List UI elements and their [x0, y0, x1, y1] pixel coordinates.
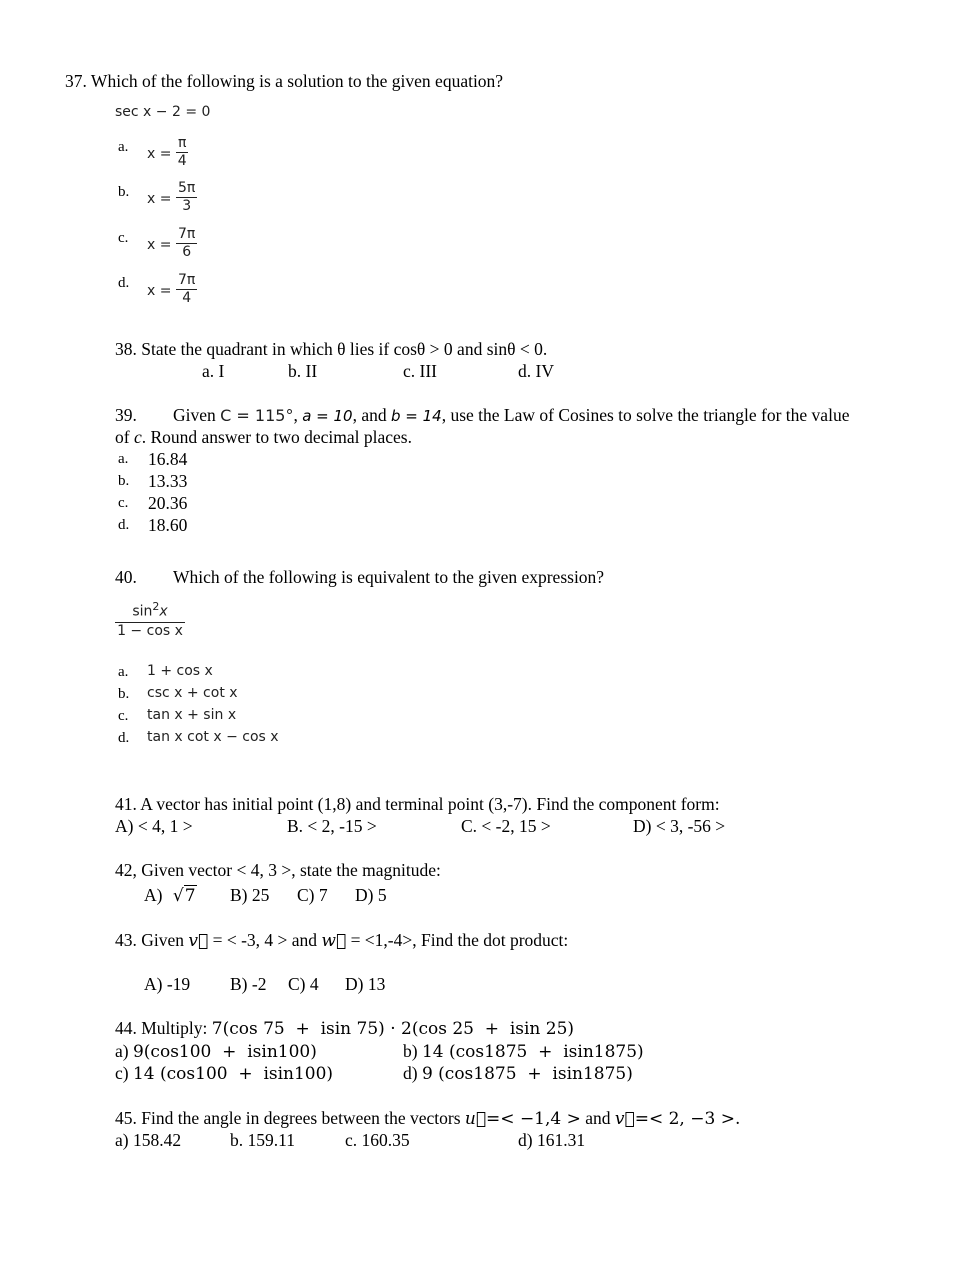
q37-choice-c-den: 6: [182, 244, 192, 260]
q44-text: [115, 1017, 574, 1040]
q38-choice-a: a. I: [202, 361, 225, 381]
q37-choice-b-label: b.: [118, 184, 130, 200]
q37-choice-b-fraction: [176, 180, 197, 215]
q37-choice-d-den: 4: [182, 290, 192, 306]
sqrt-icon: √: [172, 886, 184, 906]
q39-choice-a-value: 16.84: [148, 449, 188, 469]
q43-choice-c: C) 4: [288, 974, 319, 994]
q39-line2-post: . Round answer to two decimal places.: [141, 427, 412, 447]
q45-pre: 45. Find the angle in degrees between the vectors: [115, 1108, 461, 1128]
q38-choice-d: d. IV: [518, 361, 554, 381]
q43-choice-a: A) -19: [144, 974, 191, 994]
q43-post: = <1,-4>, Find the dot product:: [350, 930, 569, 950]
q40-choice-a-value: 1 + cos x: [147, 663, 213, 679]
q40-choice-a-label: a.: [118, 664, 129, 680]
q39-choice-b-label: b.: [118, 473, 130, 489]
q44-choice-c-label: c): [115, 1063, 129, 1083]
q39-rest: , use the Law of Cosines to solve the triangle for the value: [441, 405, 850, 425]
q37-choice-d-num: 7π: [178, 272, 196, 288]
q37-choice-a-lhs: x =: [147, 146, 172, 162]
q40-expr-var: x: [159, 603, 168, 620]
q37-choice-d-fraction: [176, 272, 197, 307]
q40-choice-c-value: tan x + sin x: [147, 707, 237, 723]
q44-choice-d: [403, 1062, 633, 1085]
q44-choice-c: [115, 1062, 333, 1085]
q41-text: 41. A vector has initial point (1,8) and terminal point (3,-7). Find the component form:: [115, 794, 720, 814]
q39-line1: Given C = 115°, a = 10, and b = 14, use the Law of Cosines to solve the triangle for the value: [173, 405, 850, 425]
q43-choice-b: B) -2: [230, 974, 267, 994]
q45-vector-v: v⃗: [614, 1109, 635, 1129]
q45-and: and: [585, 1108, 611, 1128]
q37-choice-a-den: 4: [177, 153, 187, 169]
q40-choice-d-label: d.: [118, 730, 130, 746]
q39-choice-d-value: 18.60: [148, 515, 188, 535]
q39-and: , and: [352, 405, 387, 425]
q39-b-value: b = 14: [391, 407, 442, 425]
q43-vector-w: w⃗: [321, 931, 347, 951]
q41-choice-d: D) < 3, -56 >: [633, 816, 726, 836]
q42-choice-d: D) 5: [355, 885, 387, 905]
q37-choice-b-num: 5π: [178, 180, 196, 196]
q43-mid: = < -3, 4 > and: [212, 930, 318, 950]
q42-text: 42, Given vector < 4, 3 >, state the magnitude:: [115, 860, 441, 880]
q39-line2: [115, 426, 412, 448]
q37-choice-c-label: c.: [118, 230, 129, 246]
q39-given: Given: [173, 405, 216, 425]
q45-choice-d: d) 161.31: [518, 1130, 586, 1150]
q45-choice-a: a) 158.42: [115, 1130, 182, 1150]
q43-pre: 43. Given: [115, 930, 185, 950]
q42-choice-b: B) 25: [230, 885, 270, 905]
q37-choice-b-lhs: x =: [147, 191, 172, 207]
q44-choice-c-value: 14 (cos100 + isin100): [132, 1064, 334, 1084]
q44-choice-b-value: 14 (cos1875 + isin1875): [421, 1042, 644, 1062]
q41-choice-b: B. < 2, -15 >: [287, 816, 377, 836]
q42-choice-a-label: A): [144, 885, 163, 905]
q37-choice-c-num: 7π: [178, 226, 196, 242]
q40-expr-num: $\sin^2x$: [115, 598, 185, 623]
q39-choice-d-label: d.: [118, 517, 130, 533]
q37-choice-a-fraction: [176, 135, 188, 170]
q39-line2-var: c: [133, 427, 142, 447]
q44-choice-b-label: b): [403, 1041, 418, 1061]
q45-v-value: =< 2, −3 >.: [634, 1109, 741, 1129]
q45-choice-c: c. 160.35: [345, 1130, 410, 1150]
q40-expr-exp: 2: [152, 600, 160, 613]
q42-choice-c: C) 7: [297, 885, 328, 905]
q37-equation: sec x − 2 = 0: [115, 104, 211, 120]
q40-choice-c-label: c.: [118, 708, 129, 724]
q40-expr-den: 1 − cos x: [117, 622, 183, 639]
q40-choice-b-label: b.: [118, 686, 130, 702]
q41-choice-a: A) < 4, 1 >: [115, 816, 193, 836]
q44-choice-d-value: 9 (cos1875 + isin1875): [421, 1064, 633, 1084]
q40-text: Which of the following is equivalent to the given expression?: [173, 567, 605, 587]
q40-number: 40.: [115, 567, 137, 587]
q44-choice-a-label: a): [115, 1041, 129, 1061]
q40-choice-d-value: tan x cot x − cos x: [147, 729, 279, 745]
q42-choice-a: [144, 884, 197, 907]
q44-choice-a: [115, 1040, 317, 1063]
q38-text: 38. State the quadrant in which θ lies if cosθ > 0 and sinθ < 0.: [115, 339, 548, 359]
q40-choice-b-value: csc x + cot x: [147, 685, 238, 701]
q43-choice-d: D) 13: [345, 974, 386, 994]
q38-choice-b: b. II: [288, 361, 318, 381]
q45-choice-b: b. 159.11: [230, 1130, 295, 1150]
q45-vector-u: u⃗: [464, 1109, 487, 1129]
q45-text: [115, 1107, 740, 1130]
q40-expression: [115, 598, 185, 640]
q45-u-value: =< −1,4 >: [486, 1109, 581, 1129]
q39-choice-a-label: a.: [118, 451, 129, 467]
q39-c-angle: C = 115°: [220, 406, 294, 425]
q37-text: 37. Which of the following is a solution to the given equation?: [65, 71, 504, 91]
q39-choice-c-label: c.: [118, 495, 129, 511]
q44-choice-a-value: 9(cos100 + isin100): [132, 1042, 317, 1062]
q38-choice-c: c. III: [403, 361, 438, 381]
q37-choice-c-fraction: [176, 226, 197, 261]
q37-choice-a-num: π: [178, 135, 187, 151]
q44-expression: 7(cos 75 + isin 75) · 2(cos 25 + isin 25): [211, 1019, 575, 1039]
q43-text: [115, 929, 568, 952]
q37-choice-a-label: a.: [118, 139, 129, 155]
q44-choice-d-label: d): [403, 1063, 418, 1083]
q39-a-value: a = 10: [302, 407, 353, 425]
q37-choice-d-label: d.: [118, 275, 130, 291]
q42-radicand: 7: [184, 886, 196, 906]
q37-choice-b-den: 3: [182, 198, 192, 214]
q41-choice-c: C. < -2, 15 >: [461, 816, 551, 836]
q39-line2-pre: of: [115, 427, 130, 447]
q39-choice-b-value: 13.33: [148, 471, 188, 491]
q39-choice-c-value: 20.36: [148, 493, 188, 513]
q43-vector-v: v⃗: [188, 931, 209, 951]
q37-choice-c-lhs: x =: [147, 237, 172, 253]
q37-choice-d-lhs: x =: [147, 283, 172, 299]
q39-number: 39.: [115, 405, 137, 425]
q44-pre: 44. Multiply:: [115, 1018, 208, 1038]
q44-choice-b: [403, 1040, 644, 1063]
